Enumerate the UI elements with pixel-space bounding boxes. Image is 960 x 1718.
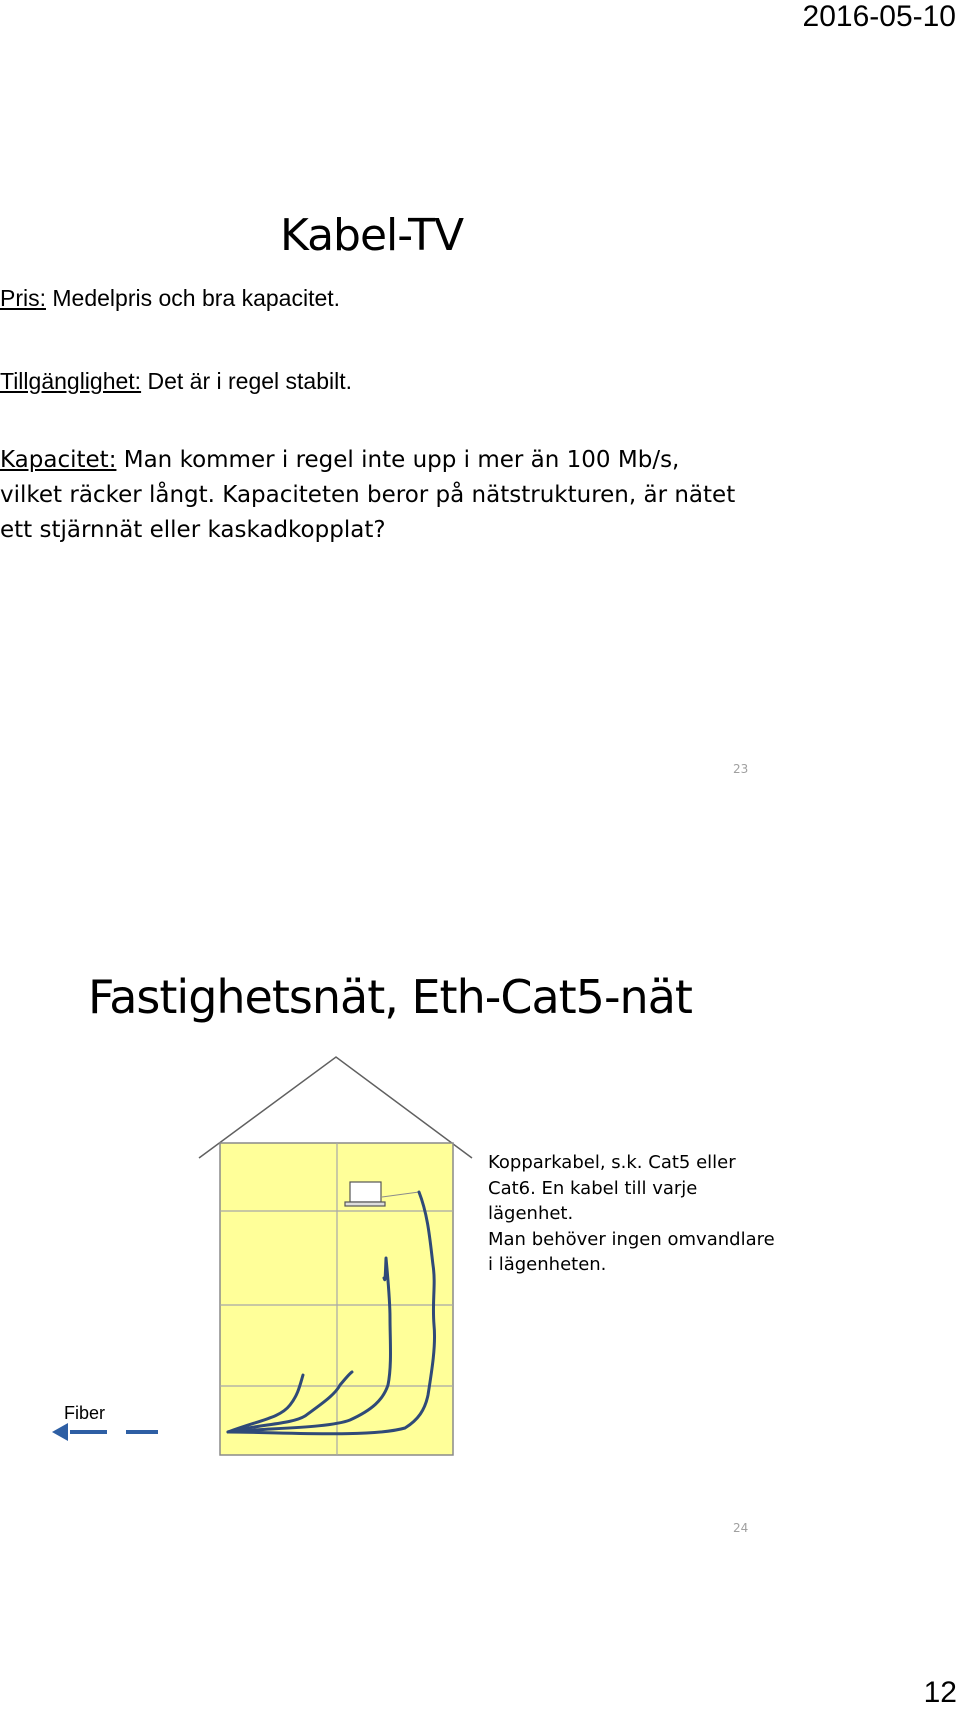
cable-note [488, 1150, 775, 1278]
pris-label: Pris: [0, 285, 46, 311]
slide-title-fastighetsnat: Fastighetsnät, Eth-Cat5-nät [88, 970, 692, 1024]
slide-title-kabel-tv: Kabel-TV [280, 210, 464, 261]
tillganglighet-text: Det är i regel stabilt. [141, 368, 352, 394]
fiber-arrowhead [52, 1423, 68, 1441]
kapacitet-text-1: Man kommer i regel inte upp i mer än 100 Mb/s, [116, 447, 680, 473]
slide-number-24: 24 [733, 1521, 749, 1535]
kapacitet-line-2: vilket räcker långt. Kapaciteten beror på nätstrukturen, är nätet [0, 482, 736, 508]
kapacitet-line-3: ett stjärnnät eller kaskadkopplat? [0, 517, 386, 543]
laptop-icon [345, 1182, 385, 1206]
note-line-1: Kopparkabel, s.k. Cat5 eller [488, 1152, 736, 1173]
header-date: 2016-05-10 [802, 0, 956, 33]
note-line-5: i lägenheten. [488, 1254, 607, 1275]
fiber-label: Fiber [64, 1403, 106, 1423]
pris-text: Medelpris och bra kapacitet. [46, 285, 341, 311]
note-line-3: lägenhet. [488, 1203, 574, 1224]
note-line-2: Cat6. En kabel till varje [488, 1177, 698, 1199]
note-line-4: Man behöver ingen omvandlare [488, 1228, 775, 1250]
kapacitet-label: Kapacitet: [0, 447, 117, 473]
slide-number-23: 23 [733, 762, 749, 776]
tillganglighet-label: Tillgänglighet: [0, 368, 142, 394]
page-number: 12 [923, 1676, 957, 1709]
